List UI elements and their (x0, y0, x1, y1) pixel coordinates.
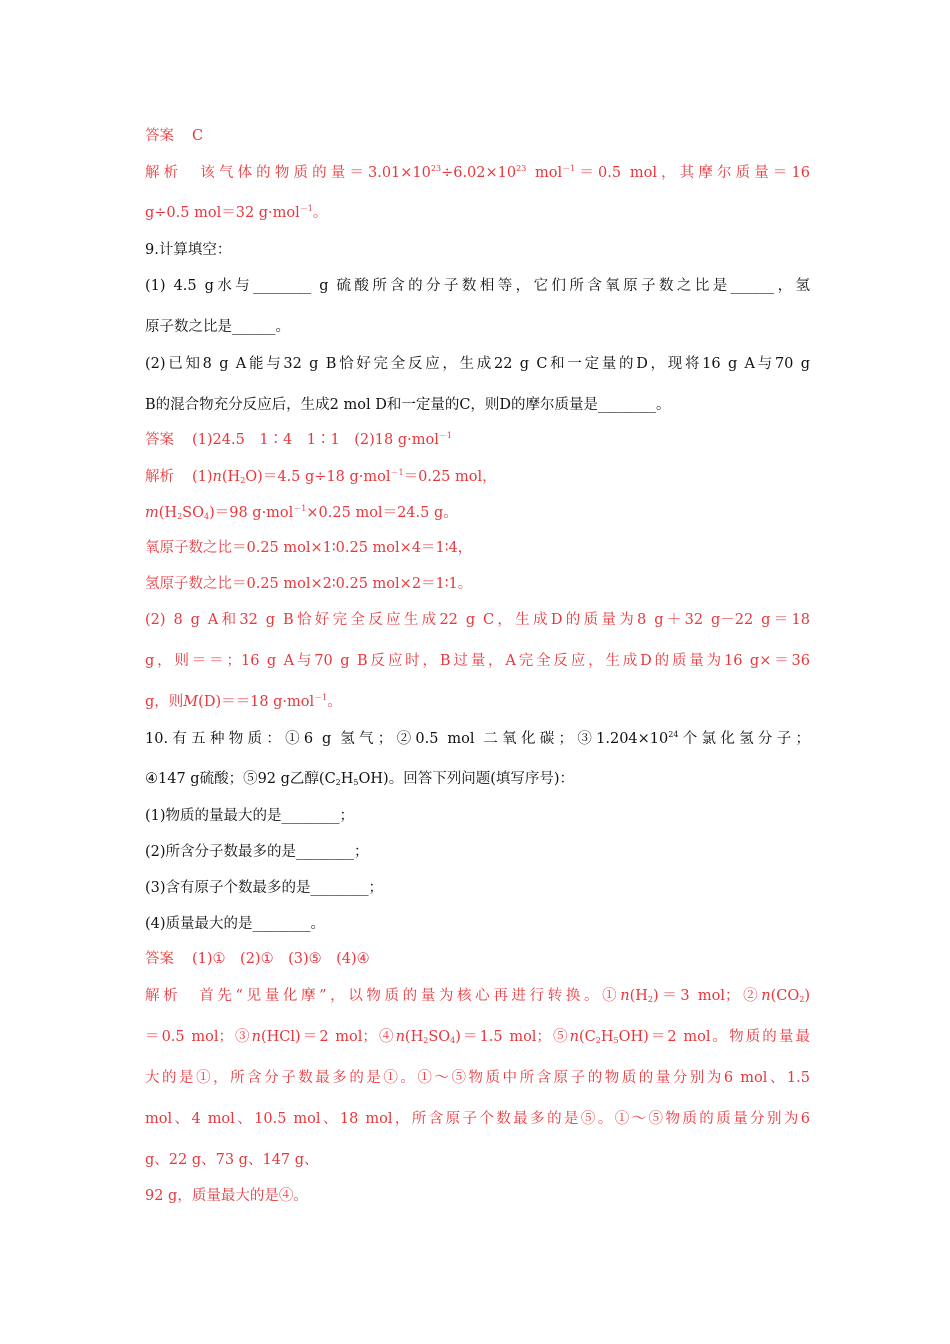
q9-part1-line-2: 原子数之比是______。 (145, 319, 290, 335)
q9-analysis-line-4: 氢原子数之比＝0.25 mol×2∶0.25 mol×2＝1∶1。 (145, 576, 473, 592)
q9-part2-line-2: B的混合物充分反应后，生成2 mol D和一定量的C，则D的摩尔质量是________。 (145, 397, 671, 413)
q10-subquestion-4: (4)质量最大的是________。 (145, 916, 326, 932)
q9-analysis-line-1: 解析 $(1)n(H_2O)=4.5$ g÷18 g·mol$^{-1}$＝0.25 mol， (145, 468, 497, 485)
answer-label: 答案 (145, 128, 174, 144)
analysis-label: 解析 (145, 469, 174, 485)
q9-title: 9.计算填空： (145, 242, 232, 258)
analysis-label: 解析 (145, 165, 183, 181)
q10-subquestion-3: (3)含有原子个数最多的是________； (145, 880, 384, 896)
q10-analysis-line-4: mol、4 mol、10.5 mol、18 mol，所含原子个数最多的是⑤。①～⑤物质的质量分别为6 (145, 1111, 810, 1127)
q10-stem-line-2: ④147 g硫酸；⑤92 g乙醇$(C_2H_5OH)$。回答下列问题(填写序号)： (145, 771, 575, 787)
q9-analysis-line-3: 氧原子数之比＝0.25 mol×1∶0.25 mol×4＝1∶4， (145, 540, 473, 556)
q8-analysis-line-2: g÷0.5 mol＝32 g·mol$^{-1}$。 (145, 204, 328, 221)
q9-analysis-line-7: g，则M(D)＝＝18 g·mol$^{-1}$。 (145, 693, 342, 710)
q9-analysis-line-6: g，则＝＝；16 g A与70 g B反应时，B过量，A完全反应，生成D的质量为16 g×＝36 (145, 653, 810, 669)
q9-analysis-line-5: (2) 8 g A和32 g B恰好完全反应生成22 g C，生成D的质量为8 g＋32 g－22 g＝18 (145, 612, 810, 628)
q8-answer-line: 答案 C (145, 128, 204, 144)
q9-part2-line-1: (2)已知8 g A能与32 g B恰好完全反应，生成22 g C和一定量的D，现将16 g A与70 g (145, 356, 810, 372)
q9-answer-line: 答案 (1)24.5 1∶4 1∶1 (2)18 g·mol$^{-1}$ (145, 431, 452, 448)
q10-analysis-line-6: 92 g，质量最大的是④。 (145, 1188, 308, 1204)
q10-answer-line: 答案 (1)① (2)① (3)⑤ (4)④ (145, 951, 370, 967)
q9-analysis-line-2: $m(H_2SO_4)=98$ g·mol$^{-1}$×0.25 mol＝24.5 g。 (145, 504, 458, 521)
q10-subquestion-1: (1)物质的量最大的是________； (145, 808, 355, 824)
q10-subquestion-2: (2)所含分子数最多的是________； (145, 844, 369, 860)
q9-part1-line-1: (1) 4.5 g水与________ g 硫酸所含的分子数相等，它们所含氧原子数之比是______，氢 (145, 278, 810, 294)
q8-analysis-line-1: 解析 该气体的物质的量$=3.01\times 10^{23}\div 6.02\times 10^{23}$ mol$^{-1}$＝0.5 mol，其摩尔质量＝16 (145, 164, 811, 181)
q10-analysis-line-2: ＝0.5 mol；③n(HCl)＝2 mol；$④n(H_2SO_4)=1.5$ mol；$⑤n(C_2H_5OH)=2$ mol。物质的量最 (145, 1029, 810, 1045)
q10-analysis-line-1: 解析 首先“见量化摩”，以物质的量为核心再进行转换。$①n(H_2)=3$ mol；$②n(CO_2)$ (145, 988, 810, 1004)
answer-label: 答案 (145, 432, 174, 448)
answer-label: 答案 (145, 951, 174, 967)
q10-analysis-line-5: g、22 g、73 g、147 g、 (145, 1152, 319, 1168)
analysis-label: 解析 (145, 988, 182, 1004)
q10-stem-line-1: 10.有五种物质：①6 g 氢气；②0.5 mol 二氧化碳；$③1.204\times 10^{24}$个氯化氢分子； (145, 730, 810, 747)
q10-analysis-line-3: 大的是①，所含分子数最多的是①。①～⑤物质中所含原子的物质的量分别为6 mol、1.5 (145, 1070, 810, 1086)
